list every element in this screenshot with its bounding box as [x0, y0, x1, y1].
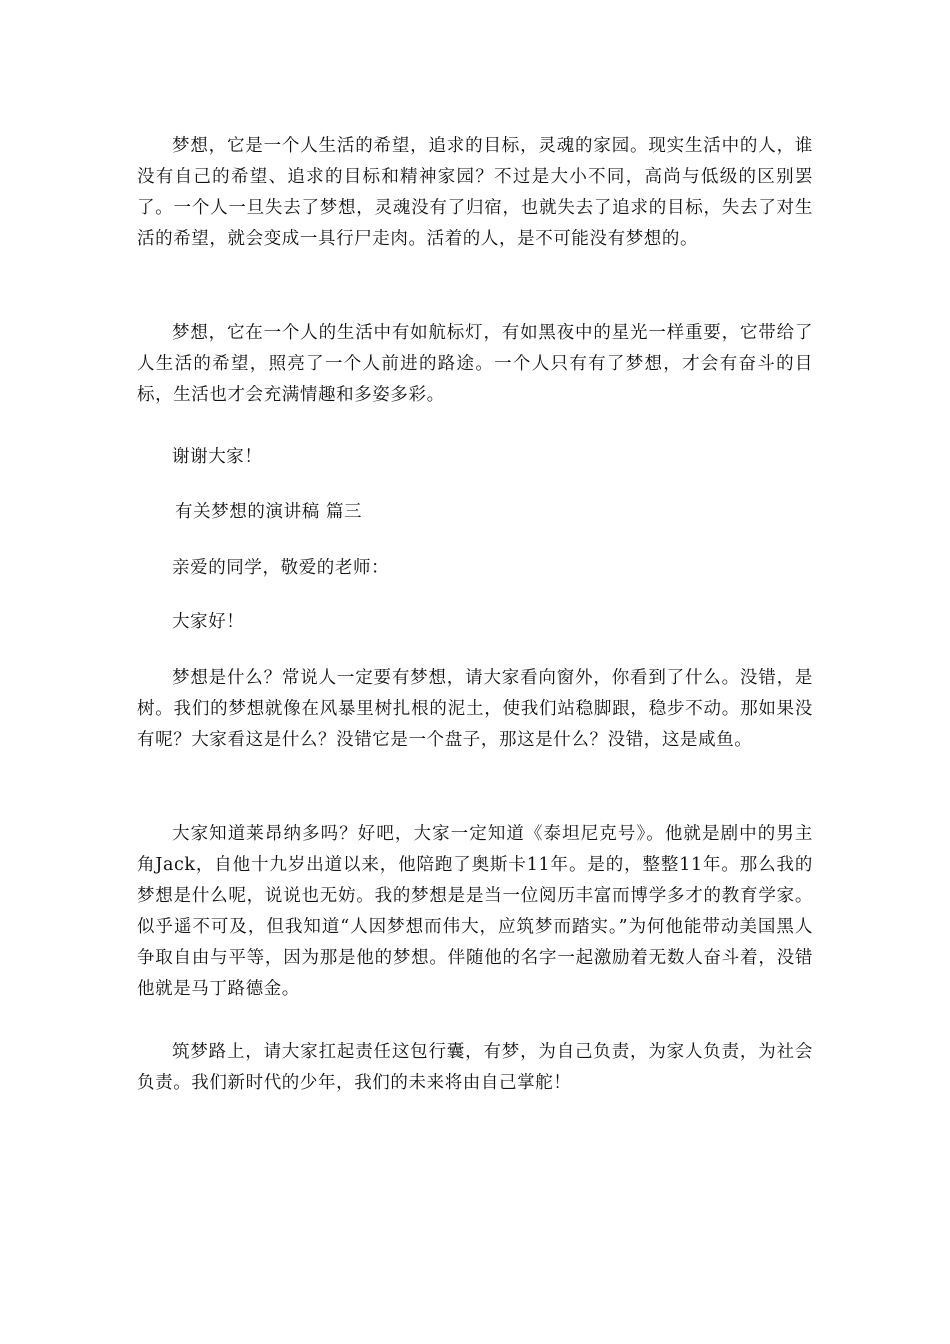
paragraph-closing: 筑梦路上，请大家扛起责任这包行囊，有梦，为自己负责，为家人负责，为社会负责。我们新时代的少年，我们的未来将由自己掌舵！ — [137, 1042, 813, 1093]
paragraph-what-is-dream: 梦想是什么？常说人一定要有梦想，请大家看向窗外，你看到了什么。没错，是树。我们的梦想就像在风暴里树扎根的泥土，使我们站稳脚跟，稳步不动。那如果没有呢？大家看这是什么？没错它是一个盘子，那这是什么？没错，这是咸鱼。 — [137, 668, 813, 750]
section-heading: 有关梦想的演讲稿 篇三 — [175, 502, 363, 522]
paragraph-hello: 大家好！ — [172, 612, 245, 632]
paragraph-thanks: 谢谢大家！ — [172, 447, 263, 467]
paragraph-greeting: 亲爱的同学，敬爱的老师： — [172, 558, 390, 578]
paragraph-dream-hope: 梦想，它是一个人生活的希望，追求的目标，灵魂的家园。现实生活中的人，谁没有自己的希望、追求的目标和精神家园？不过是大小不同，高尚与低级的区别罢了。一个人一旦失去了梦想，灵魂没有了归宿，也就失去了追求的目标，失去了对生活的希望，就会变成一具行尸走肉。活着的人，是不可能没有梦想的。 — [137, 136, 813, 249]
paragraph-dream-beacon: 梦想，它在一个人的生活中有如航标灯，有如黑夜中的星光一样重要，它带给了人生活的希望，照亮了一个人前进的路途。一个人只有有了梦想，才会有奋斗的目标，生活也才会充满情趣和多姿多彩。 — [137, 323, 813, 405]
paragraph-leonardo: 大家知道莱昂纳多吗？好吧，大家一定知道《泰坦尼克号》。他就是剧中的男主角Jack，自他十九岁出道以来，他陪跑了奥斯卡11年。是的，整整11年。那么我的梦想是什么呢，说说也无妨。我的梦想是是当一位阅历丰富而博学多才的教育学家。似乎遥不可及，但我知道“人因梦想而伟大，应筑梦而踏实。”为何他能带动美国黑人争取自由与平等，因为那是他的梦想。伴随他的名字一起激励着无数人奋斗着，没错他就是马丁路德金。 — [137, 824, 813, 999]
